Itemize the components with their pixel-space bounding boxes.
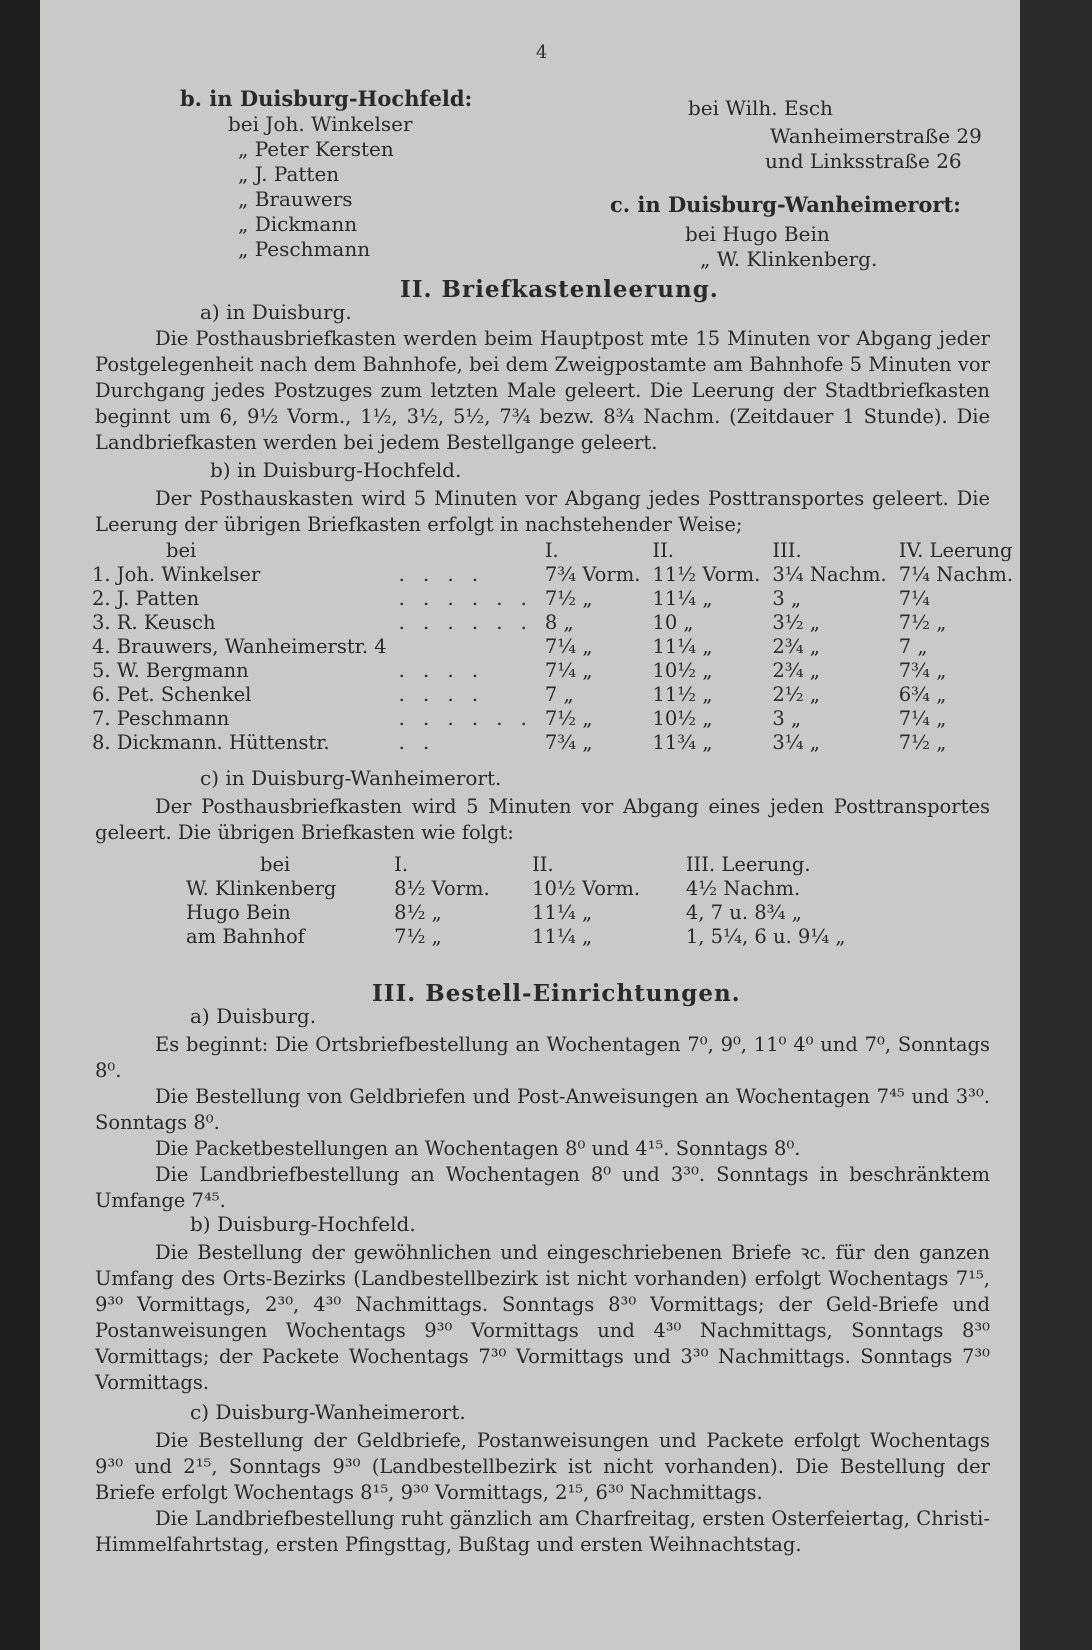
- hochfeld-heading: b. in Duisburg-Hochfeld:: [180, 86, 473, 111]
- row-name: 2. J. Patten: [92, 586, 200, 610]
- subsection-label: c) in Duisburg-Wanheimerort.: [200, 766, 502, 790]
- row-cell: 7¼ Nachm.: [898, 562, 1014, 586]
- esch-address: und Linksstraße 26: [765, 149, 962, 173]
- scan-edge: [1020, 0, 1092, 1650]
- row-cell: 7¼ „: [898, 706, 947, 730]
- row-cell: 7½ „: [394, 924, 442, 948]
- table-row: [86, 682, 1019, 706]
- name-line: bei Hugo Bein: [685, 222, 830, 246]
- row-cell: 7¾ Vorm.: [544, 562, 641, 586]
- row-cell: 11½ Vorm.: [652, 562, 761, 586]
- paragraph: Die Landbriefbestellung an Wochentagen 8⁰ und 3³⁰. Sonntags in beschränktem Umfange 7⁴⁵.: [95, 1163, 990, 1212]
- row-cell: 7½ „: [898, 610, 947, 634]
- row-cell: 3¼ „: [772, 730, 820, 754]
- name-line: „ Peschmann: [238, 237, 371, 261]
- subsection-label: b) Duisburg-Hochfeld.: [190, 1212, 416, 1236]
- section-ii-title: II. Briefkastenleerung.: [400, 276, 719, 303]
- row-cell: 2¾ „: [772, 658, 820, 682]
- row-name: 7. Peschmann: [92, 706, 230, 730]
- row-leader: . . . .: [398, 562, 485, 586]
- subsection-label: c) Duisburg-Wanheimerort.: [190, 1400, 466, 1424]
- table-row: [180, 900, 900, 924]
- table-header-row: [86, 538, 1019, 562]
- row-cell: 11¼ „: [652, 586, 713, 610]
- row-cell: 11¼ „: [652, 634, 713, 658]
- row-name: am Bahnhof: [186, 924, 305, 948]
- row-cell: 10½ „: [652, 706, 713, 730]
- section-iii-a-text: [95, 1032, 990, 1214]
- row-cell: 7½ „: [898, 730, 947, 754]
- table-header: II.: [532, 852, 554, 876]
- section-ii-a-text: Die Posthausbriefkasten werden beim Hauptpost mte 15 Minuten vor Abgang jeder Postgelegenheit nach dem Bahnhofe, bei dem Zweigpostamte am Bahnhofe 5 Minuten vor Durchgang jedes Postzuges zum letzten Male geleert. Die Leerung der Stadtbriefkasten beginnt um 6, 9½ Vorm., 1½, 3½, 5½, 7¾ bezw. 8¾ Nachm. (Zeitdauer 1 Stunde). Die Landbriefkasten werden bei jedem Bestellgange geleert.: [95, 327, 990, 454]
- name-line: „ J. Patten: [238, 162, 340, 186]
- row-leader: [393, 634, 539, 658]
- row-cell: 4½ Nachm.: [685, 876, 801, 900]
- table-row: [86, 730, 1019, 754]
- table-header: bei: [260, 852, 291, 876]
- page-number: 4: [536, 42, 548, 63]
- table-row: [180, 876, 900, 900]
- table-row: [86, 706, 1019, 730]
- row-name: 8. Dickmann. Hüttenstr.: [92, 730, 330, 754]
- row-cell: 6¾ „: [898, 682, 947, 706]
- row-cell: 7¼: [898, 586, 931, 610]
- paragraph: Die Landbriefbestellung ruht gänzlich am Charfreitag, ersten Osterfeiertag, Christi-Himmelfahrtstag, ersten Pfingsttag, Bußtag und ersten Weihnachtstag.: [95, 1507, 990, 1556]
- row-cell: 7¼ „: [544, 658, 593, 682]
- row-name: 5. W. Bergmann: [92, 658, 249, 682]
- name-line: „ W. Klinkenberg.: [700, 247, 878, 271]
- row-cell: 7¾ „: [898, 658, 947, 682]
- row-name: 6. Pet. Schenkel: [92, 682, 252, 706]
- name-line: „ Dickmann: [238, 212, 358, 236]
- table-header-row: [180, 852, 900, 876]
- row-cell: 2¾ „: [772, 634, 820, 658]
- table-header: II.: [652, 538, 675, 562]
- subsection-label: a) Duisburg.: [190, 1004, 317, 1028]
- table-row: [86, 634, 1019, 658]
- table-row: [180, 924, 900, 948]
- table-row: [86, 610, 1019, 634]
- row-cell: 7 „: [898, 634, 928, 658]
- row-cell: 10½ „: [652, 658, 713, 682]
- row-name: 3. R. Keusch: [92, 610, 216, 634]
- hochfeld-leerung-table: [86, 538, 1019, 754]
- row-leader: . .: [398, 730, 436, 754]
- table-header: III. Leerung.: [685, 852, 811, 876]
- table-row: [86, 562, 1019, 586]
- row-cell: 11¼ „: [532, 900, 593, 924]
- table-header: IV. Leerung: [898, 538, 1013, 562]
- table-header: I.: [394, 852, 409, 876]
- row-cell: 3½ „: [772, 610, 820, 634]
- subsection-label: a) in Duisburg.: [200, 300, 352, 324]
- row-leader: . . . . . .: [398, 610, 533, 634]
- paragraph: Die Bestellung von Geldbriefen und Post-Anweisungen an Wochentagen 7⁴⁵ und 3³⁰. Sonntags 8⁰.: [95, 1085, 990, 1134]
- esch-line: bei Wilh. Esch: [688, 96, 833, 120]
- row-cell: 2½ „: [772, 682, 820, 706]
- row-name: Hugo Bein: [186, 900, 291, 924]
- section-iii-title: III. Bestell-Einrichtungen.: [372, 980, 741, 1007]
- table-row: [86, 658, 1019, 682]
- row-cell: 3 „: [772, 586, 802, 610]
- row-cell: 3¼ Nachm.: [772, 562, 887, 586]
- row-cell: 1, 5¼, 6 u. 9¼ „: [685, 924, 846, 948]
- table-header: III.: [772, 538, 802, 562]
- table-header: bei: [166, 538, 197, 562]
- row-name: 4. Brauwers, Wanheimerstr. 4: [92, 634, 387, 658]
- row-cell: 7½ „: [544, 706, 593, 730]
- row-cell: 7 „: [544, 682, 574, 706]
- table-row: [86, 586, 1019, 610]
- paragraph: Die Packetbestellungen an Wochentagen 8⁰ und 4¹⁵. Sonntags 8⁰.: [155, 1137, 801, 1160]
- esch-address: Wanheimerstraße 29: [770, 124, 982, 148]
- paragraph: Die Bestellung der Geldbriefe, Postanweisungen und Packete erfolgt Wochentags 9³⁰ und 2¹⁵, Sonntags 9³⁰ (Landbestellbezirk ist nicht vorhanden). Die Bestellung der Briefe erfolgt Wochentags 8¹⁵, 9³⁰ Vormittags, 2¹⁵, 6³⁰ Nachmittags.: [95, 1429, 990, 1504]
- row-leader: . . . . . .: [398, 706, 533, 730]
- row-cell: 8 „: [544, 610, 574, 634]
- row-cell: 4, 7 u. 8¾ „: [685, 900, 802, 924]
- row-cell: 10½ Vorm.: [532, 876, 641, 900]
- name-line: „ Brauwers: [238, 187, 353, 211]
- wanheimerort-heading: c. in Duisburg-Wanheimerort:: [610, 192, 961, 217]
- section-ii-c-text: Der Posthausbriefkasten wird 5 Minuten vor Abgang eines jeden Posttransportes geleert. Die übrigen Briefkasten wie folgt:: [95, 795, 990, 844]
- row-cell: 11¾ „: [652, 730, 713, 754]
- row-cell: 8½ Vorm.: [394, 876, 490, 900]
- name-line: bei Joh. Winkelser: [228, 112, 413, 136]
- row-leader: . . . . . .: [398, 586, 533, 610]
- subsection-label: b) in Duisburg-Hochfeld.: [210, 458, 462, 482]
- row-cell: 7¾ „: [544, 730, 593, 754]
- row-leader: . . . .: [398, 682, 485, 706]
- section-iii-c-text: [95, 1428, 990, 1558]
- section-ii-b-text: Der Posthauskasten wird 5 Minuten vor Abgang jedes Posttransportes geleert. Die Leerung der übrigen Briefkasten erfolgt in nachstehender Weise;: [95, 487, 990, 536]
- row-name: W. Klinkenberg: [186, 876, 337, 900]
- table-header: I.: [544, 538, 559, 562]
- section-iii-b-text: Die Bestellung der gewöhnlichen und eingeschriebenen Briefe ꝛc. für den ganzen Umfang des Orts-Bezirks (Landbestellbezirk ist nicht vorhanden) erfolgt Wochentags 7¹⁵, 9³⁰ Vormittags, 2³⁰, 4³⁰ Nachmittags. Sonntags 8³⁰ Vormittags; der Geld-Briefe und Postanweisungen Wochentags 9³⁰ Vormittags und 4³⁰ Nachmittags, Sonntags 8³⁰ Vormittags; der Packete Wochentags 7³⁰ Vormittags und 3³⁰ Nachmittags. Sonntags 7³⁰ Vormittags.: [95, 1241, 990, 1394]
- row-cell: 11½ „: [652, 682, 713, 706]
- wanheimerort-leerung-table: [180, 852, 900, 948]
- row-cell: 10 „: [652, 610, 694, 634]
- row-leader: . . . .: [398, 658, 485, 682]
- row-cell: 7½ „: [544, 586, 593, 610]
- row-cell: 7¼ „: [544, 634, 593, 658]
- paragraph: Es beginnt: Die Ortsbriefbestellung an Wochentagen 7⁰, 9⁰, 11⁰ 4⁰ und 7⁰, Sonntags 8⁰.: [95, 1033, 990, 1082]
- name-line: „ Peter Kersten: [238, 137, 394, 161]
- row-cell: 8½ „: [394, 900, 442, 924]
- row-cell: 3 „: [772, 706, 802, 730]
- row-name: 1. Joh. Winkelser: [92, 562, 261, 586]
- row-cell: 11¼ „: [532, 924, 593, 948]
